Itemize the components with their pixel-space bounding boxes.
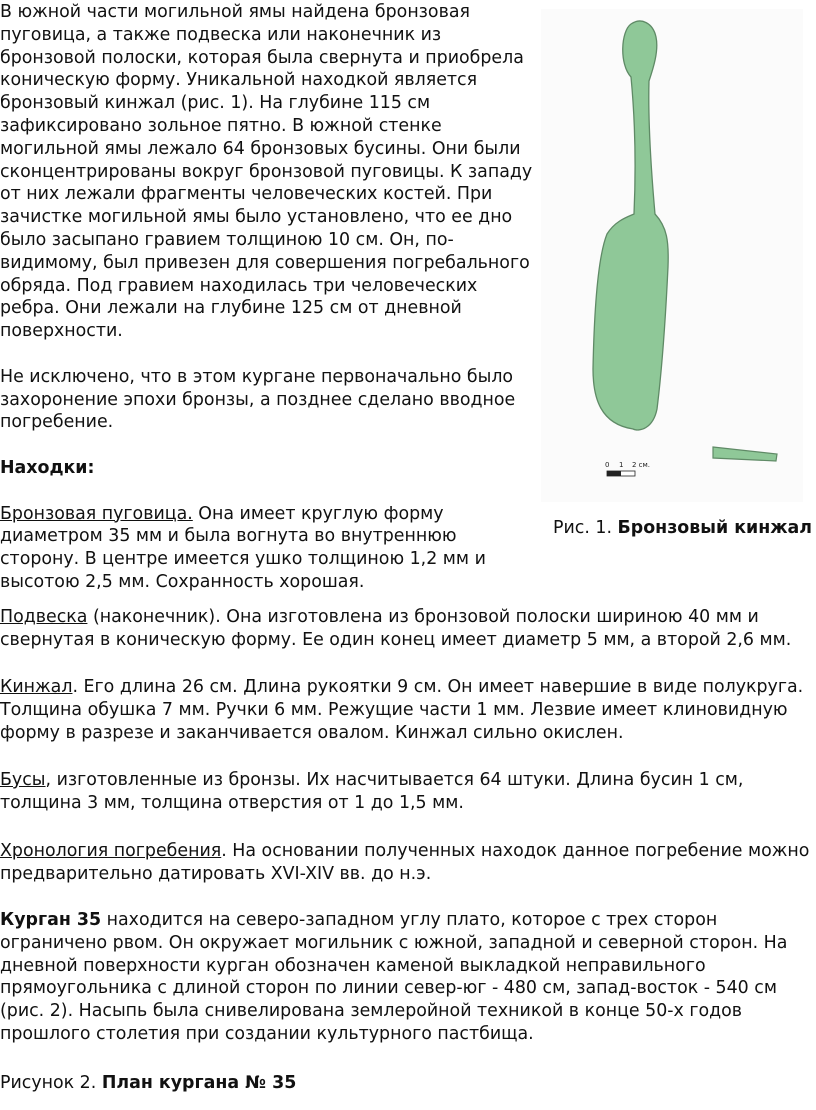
figure2-caption-title: План кургана № 35 — [101, 1073, 297, 1093]
figure2-caption-prefix: Рисунок 2. — [0, 1073, 102, 1093]
dagger-paragraph — [0, 676, 816, 744]
intro-column — [0, 1, 536, 594]
finds-heading — [0, 457, 536, 480]
pendant-label: Подвеска — [0, 607, 88, 627]
dagger-text: . Его длина 26 см. Длина рукоятки 9 см. Он имеет навершие в виде полукруга. Толщина обушка 7 мм. Ручки 6 мм. Режущие части 1 мм. Лезвие имеет клиновидную форму в разрезе и заканчивается овалом. Кинжал сильно окислен. — [0, 677, 804, 743]
finds-heading-text: Находки: — [0, 457, 95, 478]
chronology-label: Хронология погребения — [0, 841, 222, 861]
chronology-text: . На основании полученных находок данное погребение можно предварительно датировать XVI-XIV вв. до н.э. — [0, 841, 810, 884]
dagger-drawing — [541, 9, 803, 502]
scale-label-1: 1 — [619, 461, 624, 469]
kurgan35-label: Курган 35 — [0, 910, 102, 930]
beads-paragraph — [0, 769, 816, 815]
beads-label: Бусы — [0, 770, 46, 790]
dagger-label: Кинжал — [0, 677, 73, 697]
scale-bar — [605, 461, 650, 476]
dagger-figure — [541, 9, 803, 502]
pendant-text: (наконечник). Она изготовлена из бронзовой полоски шириною 40 мм и свернутая в коническую форму. Ее один конец имеет диаметр 5 мм, а второй 2,6 мм. — [0, 607, 792, 650]
dagger-body — [593, 21, 668, 430]
figure2-caption — [0, 1072, 296, 1095]
kurgan35-text: находится на северо-западном углу плато, которое с трех сторон ограничено рвом. Он окружает могильник с южной, западной и северной сторон. На дневной поверхности курган обозначен каменой выкладкой неправильного прямоугольника с длиной сторон по линии север-юг - 480 см, запад-восток - 540 см (рис. 2). Насыпь была снивелирована землеройной техникой в конце 50-х годов прошлого столетия при создании культурного пастбища. — [0, 910, 788, 1044]
hypothesis-paragraph: Не исключено, что в этом кургане первоначально было захоронение эпохи бронзы, а позднее сделано вводное погребение. — [0, 366, 516, 433]
scale-label-2: 2 см. — [632, 461, 651, 469]
button-item-label: Бронзовая пуговица. — [0, 503, 193, 524]
figure1-caption-title: Бронзовый кинжал — [617, 518, 813, 538]
kurgan35-paragraph — [0, 909, 816, 1046]
intro-paragraph: В южной части могильной ямы найдена бронзовая пуговица, а также подвеска или наконечник из бронзовой полоски, которая была свернута и приобрела коническую форму. Уникальной находкой является бронзовый кинжал (рис. 1). На глубине 115 см зафиксировано зольное пятно. В южной стенке могильной ямы лежало 64 бронзовых бусины. Они были сконцентрированы вокруг бронзовой пуговицы. К западу от них лежали фрагменты человеческих костей. При зачистке могильной ямы было установлено, что ее дно было засыпано гравием толщиною 10 см. Он, по-видимому, был привезен для совершения погребального обряда. Под гравием находилась три человеческих ребра. Они лежали на глубине 125 см от дневной поверхности. — [0, 2, 533, 342]
scale-label-0: 0 — [605, 461, 610, 469]
button-item-paragraph — [0, 503, 536, 594]
beads-text: , изготовленные из бронзы. Их насчитывается 64 штуки. Длина бусин 1 см, толщина 3 мм, толщина отверстия от 1 до 1,5 мм. — [0, 770, 744, 813]
button-item-text: Она имеет круглую форму диаметром 35 мм и была вогнута во внутреннюю сторону. В центре имеется ушко толщиною 1,2 мм и высотою 2,5 мм. Сохранность хорошая. — [0, 503, 486, 592]
dagger-section — [713, 447, 777, 461]
pendant-paragraph — [0, 606, 816, 652]
figure1-caption-prefix: Рис. 1. — [553, 518, 618, 538]
chronology-paragraph — [0, 840, 816, 886]
figure1-caption — [553, 517, 812, 540]
